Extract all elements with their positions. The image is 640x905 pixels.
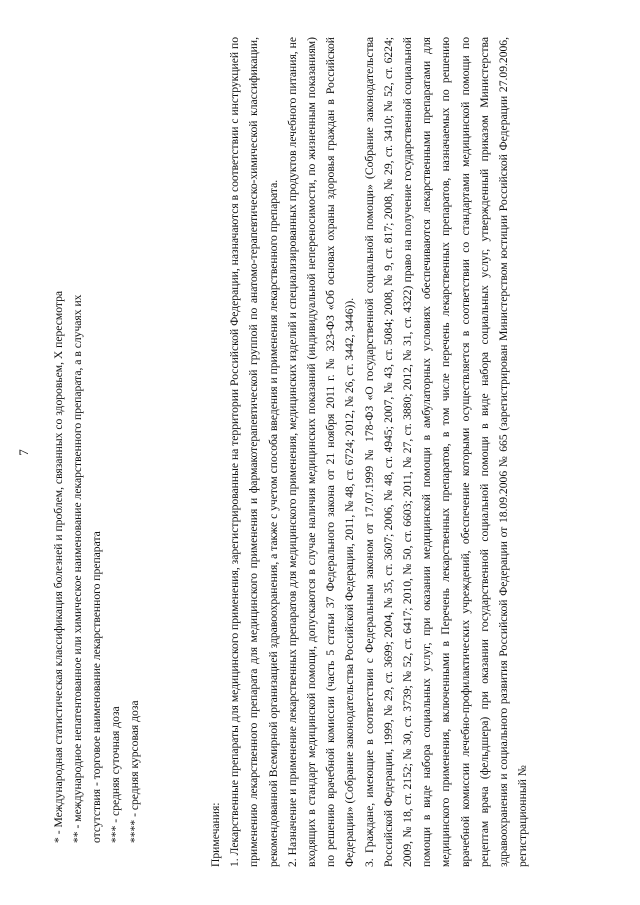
notes-title: Примечания:	[209, 802, 222, 867]
footnotes-block	[49, 53, 144, 843]
notes-block	[206, 37, 532, 867]
footnote-inn: ** - международное непатентованное или химическое наименование лекарственного препарата, а в случаях их	[71, 294, 84, 843]
note-paragraph-1: 1. Лекарственные препараты для медицинского применения, зарегистрированные на территории Российской Федерации, назначаются в соответствии с инструкцией по применению лекарственного препарата для медицинского применения и фармакотерапевтической группой по анатомо-терапевтическо-химической классификации, рекомендованной Всемирной организацией здравоохранения, а также с учетом способа введения и применения лекарственного препарата.	[228, 37, 280, 867]
page-number: 7	[16, 449, 31, 456]
footnote-inn-continued: отсутствия - торговое наименование лекарственного препарата	[90, 531, 103, 843]
footnote-daily-dose: *** - средняя суточная доза	[109, 706, 122, 843]
footnote-icd: * - Международная статистическая классификация болезней и проблем, связанных со здоровьем, X пересмотра	[52, 290, 65, 843]
note-paragraph-3: 3. Граждане, имеющие в соответствии с Федеральным законом от 17.07.1999 № 178-ФЗ «О государственной социальной помощи» (Собрание законодательства Российской Федерации, 1999, № 29, ст. 3699; 2004, № 35, ст. 3607; 2006, № 48, ст. 4945; 2007, № 43, ст. 5084; 2008, № 9, ст. 817; 2008, № 29, ст. 3410; № 52, ст. 6224; 2009, № 18, ст. 2152; № 30, ст. 3739; № 52, ст. 6417; 2010, № 50, ст. 6603; 2011, № 27, ст. 3880; 2012, № 31, ст. 4322) право на получение государственной социальной помощи в виде набора социальных услуг, при оказании медицинской помощи в амбулаторных условиях обеспечиваются лекарственными препаратами для медицинского применения, включенными в Перечень лекарственных препаратов, в том числе перечень лекарственных препаратов, назначаемых по решению врачебной комиссии лечебно-профилактических учреждений, обеспечение которыми осуществляется в соответствии со стандартами медицинской помощи по рецептам врача (фельдшера) при оказании государственной социальной помощи в виде набора социальных услуг, утвержденный приказом Министерства здравоохранения и социального развития Российской Федерации от 18.09.2006 № 665 (зарегистрирован Министерством юстиции Российской Федерации 27.09.2006, регистрационный №	[362, 37, 530, 867]
note-paragraph-2: 2. Назначение и применение лекарственных препаратов для медицинского применения, медицинских изделий и специализированных продуктов лечебного питания, не входящих в стандарт медицинской помощи, допускаются в случае наличия медицинских показаний (индивидуальной непереносимости, по жизненным показаниям) по решению врачебной комиссии (часть 5 статьи 37 Федерального закона от 21 ноября 2011 г. № 323-ФЗ «Об основах охраны здоровья граждан в Российской Федерации» (Собрание законодательства Российской Федерации, 2011, № 48, ст. 6724; 2012, № 26, ст. 3442, 3446)).	[285, 37, 357, 867]
footnote-course-dose: **** - средняя курсовая доза	[128, 700, 141, 843]
